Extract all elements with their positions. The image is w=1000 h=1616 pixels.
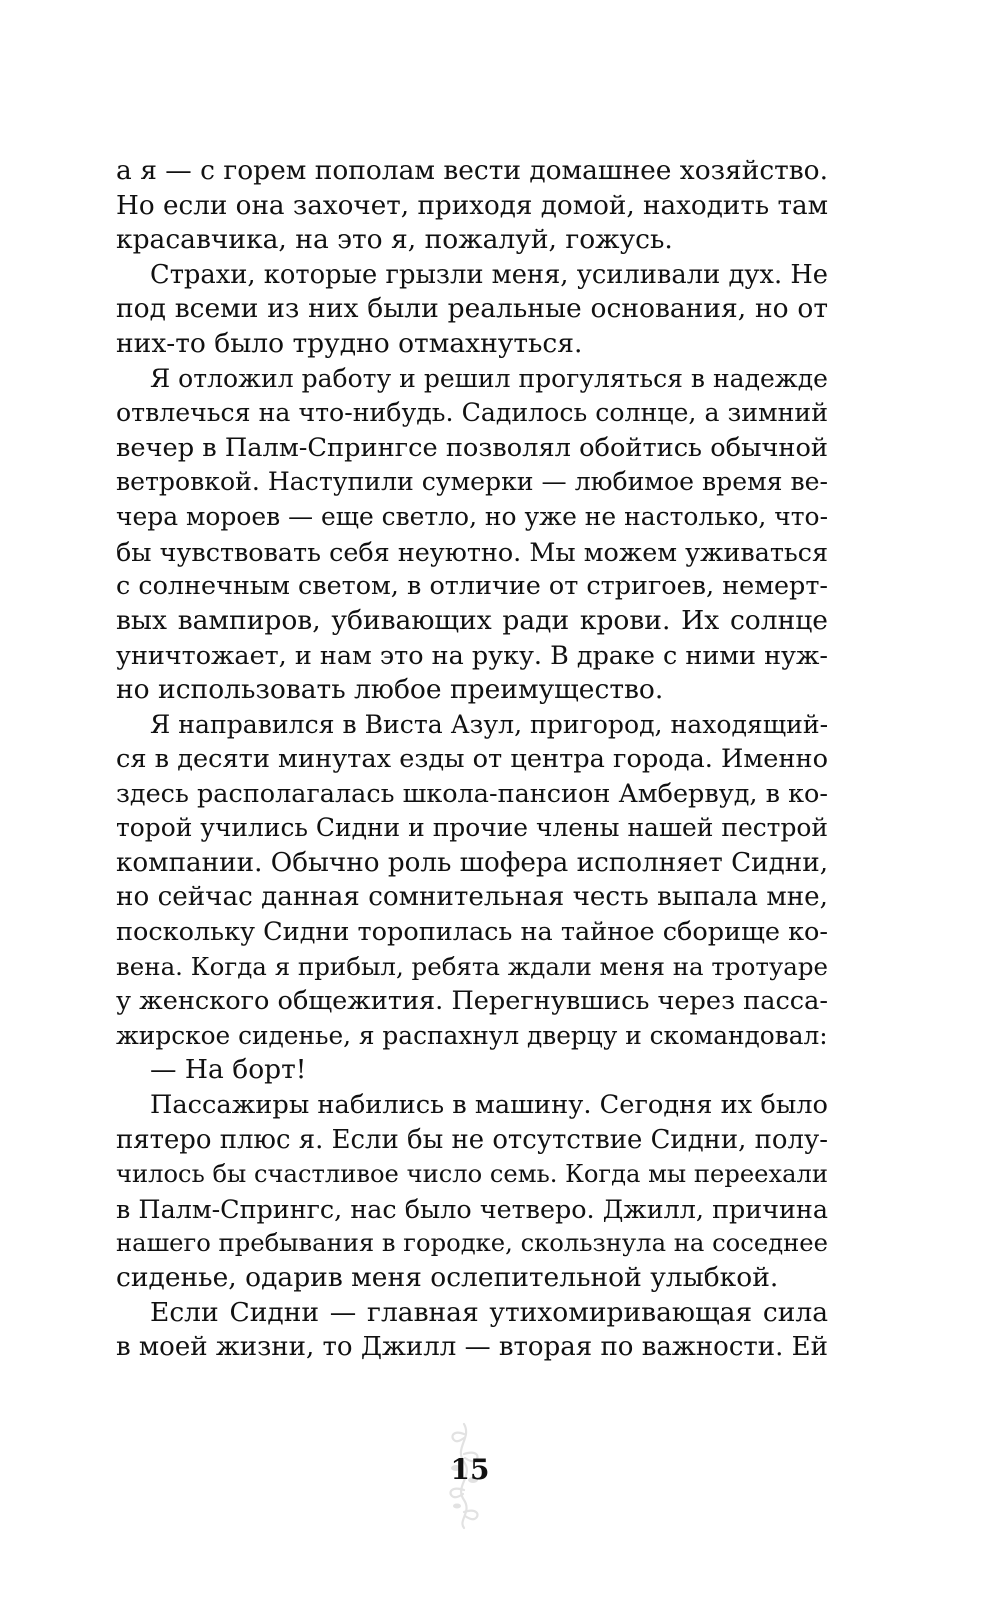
text-line: ветровкой. Наступили сумерки — любимое время ве-: [116, 467, 828, 497]
text-line: пятеро плюс я. Если бы не отсутствие Сидни, полу-: [116, 1124, 828, 1155]
text-line: вена. Когда я прибыл, ребята ждали меня на тротуаре: [116, 951, 828, 981]
text-line: Но если она захочет, приходя домой, находить там: [116, 190, 828, 221]
text-line: здесь располагалась школа-пансион Амбервуд, в ко-: [116, 778, 828, 809]
text-line: них-то было трудно отмахнуться.: [116, 327, 583, 359]
text-line: у женского общежития. Перегнувшись через пасса-: [116, 986, 828, 1017]
text-line: но использовать любое преимущество.: [116, 673, 664, 705]
text-line: Я направился в Виста Азул, пригород, находящий-: [150, 709, 829, 739]
text-line: бы чувствовать себя неуютно. Мы можем уживаться: [116, 536, 828, 567]
text-line: — На борт!: [150, 1054, 307, 1086]
text-line: чилось бы счастливое число семь. Когда мы переехали: [116, 1160, 828, 1189]
text-line: красавчика, на это я, пожалуй, гожусь.: [116, 224, 673, 256]
text-line: отвлечься на что-нибудь. Садилось солнце, а зимний: [116, 398, 828, 428]
text-line: ся в десяти минутах езды от центра города. Именно: [116, 744, 828, 775]
text-line: Если Сидни — главная утихомиривающая сила: [150, 1296, 828, 1328]
text-line: под всеми из них были реальные основания, но от: [116, 293, 828, 325]
text-line: сиденье, одарив меня ослепительной улыбкой.: [116, 1262, 779, 1293]
text-line: Я отложил работу и решил прогуляться в надежде: [150, 363, 828, 393]
text-line: чера мороев — еще светло, но уже не настолько, что-: [116, 501, 828, 531]
text-line: в Палм-Спрингс, нас было четверо. Джилл, причина: [116, 1193, 828, 1224]
text-line: в моей жизни, то Джилл — вторая по важности. Ей: [116, 1332, 828, 1363]
text-line: вечер в Палм-Спрингсе позволял обойтись обычной: [116, 432, 828, 463]
text-line: а я — с горем пополам вести домашнее хозяйство.: [116, 155, 828, 186]
text-line: но сейчас данная сомнительная честь выпала мне,: [116, 882, 828, 913]
text-line: компании. Обычно роль шофера исполняет Сидни,: [116, 847, 829, 878]
body-text: [116, 154, 828, 1365]
page-number: 15: [450, 1453, 490, 1486]
text-line: с солнечным светом, в отличие от стригоев, немерт-: [116, 571, 828, 602]
text-line: жирское сиденье, я распахнул дверцу и скомандовал:: [116, 1020, 828, 1050]
text-line: нашего пребывания в городке, скользнула на соседнее: [116, 1228, 828, 1258]
text-line: Пассажиры набились в машину. Сегодня их было: [150, 1090, 828, 1121]
text-line: торой учились Сидни и прочие члены нашей пестрой: [116, 813, 828, 843]
text-line: уничтожает, и нам это на руку. В драке с ними нуж-: [116, 640, 828, 671]
text-line: вых вампиров, убивающих ради крови. Их солнце: [116, 604, 828, 636]
text-line: Страхи, которые грызли меня, усиливали дух. Не: [150, 259, 828, 290]
text-line: поскольку Сидни торопилась на тайное сборище ко-: [116, 917, 828, 948]
